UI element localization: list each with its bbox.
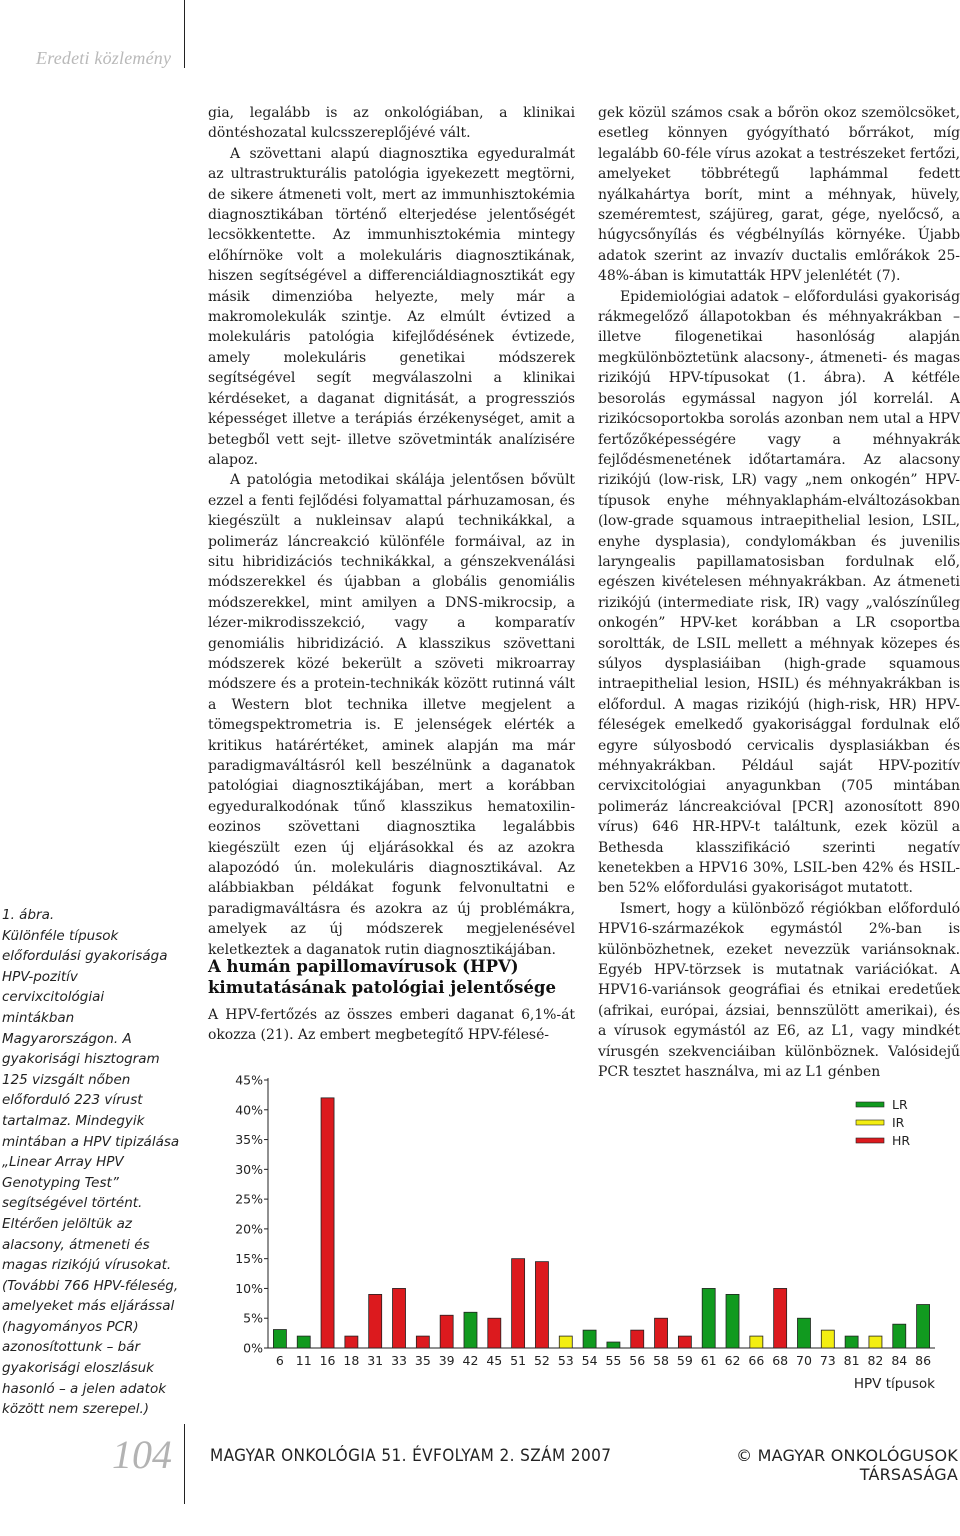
x-tick-label: 39	[438, 1353, 455, 1368]
bar-hpv-59	[678, 1336, 691, 1348]
legend-swatch-ir	[856, 1120, 884, 1125]
copyright-notice: © MAGYAR ONKOLÓGUSOK TÁRSASÁGA	[736, 1446, 958, 1484]
hpv-type-frequency-chart	[200, 1070, 960, 1400]
x-tick-label: 86	[915, 1353, 932, 1368]
x-tick-label: 56	[629, 1353, 646, 1368]
legend-swatch-lr	[856, 1102, 884, 1107]
y-tick-label: 5%	[243, 1310, 263, 1326]
bar-hpv-51	[512, 1259, 525, 1348]
bar-hpv-35	[416, 1336, 429, 1348]
bar-hpv-70	[797, 1318, 810, 1348]
figure-caption	[2, 905, 180, 1420]
x-tick-label: 82	[867, 1353, 884, 1368]
right-column	[598, 103, 960, 1083]
y-tick-label: 30%	[235, 1161, 263, 1177]
legend-label-ir: IR	[892, 1115, 905, 1130]
mid-paragraph-1: gia, legalább is az onkológiában, a klinikai döntéshozatal kulcsszereplőjévé vált.	[208, 105, 575, 142]
vertical-divider-top	[184, 0, 185, 68]
y-tick-label: 0%	[243, 1340, 263, 1356]
bar-hpv-55	[607, 1342, 620, 1348]
bar-hpv-42	[464, 1312, 477, 1348]
mid-paragraph-2: A szövettani alapú diagnosztika egyeduralmát az ultrastrukturális patológia igyekezett megtörni, de sikere átmeneti volt, mert az immunhisztokémia diagnosztikában történő elterjedése jelentőségét lecsökkentette. Az immunhisztokémia mintegy előhírnöke volt a molekuláris diagnosztikának, hiszen segítségével a differenciáldiagnosztikát egy másik dimenzióba helyezte, mely már a makromolekulák szintje. Az elmúlt évtized a molekuláris patológia kifejlődésének évtizede, amely molekuláris genetikai módszerek segítségével segít megválaszolni a klinikai kérdéseket, a daganat dignitását, a progressziós képességet illetve a terápiás érzékenységet, amit a betegből vett sejt- illetve szövetminták analízisére alapoz.	[208, 145, 575, 468]
bar-hpv-6	[273, 1330, 286, 1348]
x-tick-label: 42	[462, 1353, 479, 1368]
x-tick-label: 31	[367, 1353, 384, 1368]
journal-title: MAGYAR ONKOLÓGIA 51. ÉVFOLYAM 2. SZÁM 2007	[210, 1446, 612, 1466]
y-tick-label: 40%	[235, 1102, 263, 1118]
bar-hpv-61	[702, 1288, 715, 1348]
x-tick-label: 61	[700, 1353, 717, 1368]
bar-hpv-58	[655, 1318, 668, 1348]
bar-hpv-68	[774, 1288, 787, 1348]
right-paragraph-2: Epidemiológiai adatok – előfordulási gyakoriság rákmegelőző állapotokban és méhnyakrákban – illetve filogenetikai hasonlóság alapján megkülönböztetünk alacsony-, átmeneti- és magas rizikójú HPV-típusokat (1. ábra). A kétféle besorolás egymással nagyon jól korrelál. A rizikócsoportokba sorolás azonban nem utal a HPV fertőzőképességére vagy a méhnyakrák fejlődésmenetének időtartamára. Az alacsony rizikójú (low-risk, LR) vagy „nem onkogén” HPV-típusok enyhe méhnyaklaphám-elváltozásokban (low-grade squamous intraepithelial lesion, LSIL, enyhe dysplasia), condylomákban és juvenilis laryngealis papillamatosisban fordulnak elő, egészen kivételesen méhnyakrákban. Az átmeneti rizikójú (intermediate risk, IR) vagy „valószínűleg onkogén” HPV-ket korábban a LR csoportba soroltták, de LSIL mellett a méhnyak közepes és súlyos dysplasiáiban (high-grade squamous intraepithelial lesion, HSIL) és méhnyakrákban is előfordul. A magas rizikójú (high-risk, HR) HPV-féleségek emelkedő gyakorisággal fordulnak elő egyre súlyosbodó cervicalis dysplasiákban és méhnyakrákban. Például saját HPV-pozitív cervixcitológiai anyagunkban (705 mintában polimeráz láncreakcióval [PCR] azonosított 890 vírus) 646 HR-HPV-t találtunk, ezek közül a Bethesda klasszifikáció szerinti negatív kenetekben a HPV16 30%, LSIL-ben 42% és HSIL-ben 52% előfordulási gyakoriságot mutatott.	[598, 288, 960, 897]
middle-column	[208, 103, 575, 960]
x-axis-title: HPV típusok	[853, 1376, 935, 1392]
x-tick-label: 66	[748, 1353, 765, 1368]
bar-hpv-16	[321, 1098, 334, 1348]
y-tick-label: 20%	[235, 1221, 263, 1237]
mid-paragraph-3: A patológia metodikai skálája jelentősen bővült ezzel a fenti fejlődési folyamattal párhuzamosan, és kiegészült a nukleinsav alapú technikákkal, a polimeráz láncreakció különféle formáival, az in situ hibridizációs technikákkal, a génszekvenálási módszerekkel és újabban a globális genomiális módszerekkel, mint amilyen a DNS-mikrocsip, a lézer-mikrodisszekció, vagy a komparatív genomiális hibridizáció. A klasszikus szövettani módszerek közé bekerült a szöveti mikroarray módszere és a protein-technikák között rutinná vált a Western blot technika illetve megjelent a tömegspektrometria is. E jelenségek elérték a kritikus határértéket, aminek alapján ma már paradigmaváltásról kell beszélnünk a daganatok patológiai diagnosztikájában, mert a korábban egyeduralkodónak tűnő klasszikus hematoxilin-eozinos szövettani diagnosztika legalábbis kiegészült ezen új eljárásokkal és az azokra alapozódó ún. molekuláris diagnosztikával. Az alábbiakban példákat fogunk felvonultatni e paradigmaváltásra és azokra az új problémákra, amelyek az új módszerek megjelenésével keletkeztek a daganatok rutin diagnosztikájában.	[208, 472, 575, 958]
bar-hpv-33	[393, 1288, 406, 1348]
x-tick-label: 84	[891, 1353, 908, 1368]
y-tick-label: 25%	[235, 1191, 263, 1207]
y-tick-label: 15%	[235, 1251, 263, 1267]
x-tick-label: 45	[486, 1353, 503, 1368]
bar-hpv-66	[750, 1336, 763, 1348]
mid-paragraph-4: A HPV-fertőzés az összes emberi daganat 6,1%-át okozza (21). Az embert megbetegítő HPV-félesé-	[208, 1007, 575, 1044]
section-label: Eredeti közlemény	[36, 48, 172, 68]
bar-hpv-39	[440, 1315, 453, 1348]
legend-label-lr: LR	[892, 1097, 908, 1112]
vertical-divider-footer	[184, 1424, 185, 1504]
bar-hpv-84	[893, 1324, 906, 1348]
x-tick-label: 11	[295, 1353, 312, 1368]
x-tick-label: 33	[391, 1353, 407, 1368]
y-tick-label: 35%	[235, 1132, 263, 1148]
figure-label: 1. ábra.	[2, 907, 55, 923]
bar-hpv-52	[535, 1262, 548, 1348]
x-tick-label: 70	[796, 1353, 812, 1368]
figure-caption-text: Különféle típusok előfordulási gyakorisága HPV-pozitív cervixcitológiai mintákban Magyarországon. A gyakorisági hisztogram 125 vizsgált nőben előforduló 223 vírust tartalmaz. Mindegyik mintában a HPV tipizálása „Linear Array HPV Genotyping Test” segítségével történt. Eltérően jelöltük az alacsony, átmeneti és magas rizikójú vírusokat. (További 766 HPV-féleség, amelyeket más eljárással (hagyományos PCR) azonosítottunk – bár gyakorisági eloszlásuk hasonló – a jelen adatok között nem szerepel.)	[2, 927, 180, 1418]
bar-hpv-18	[345, 1336, 358, 1348]
legend-swatch-hr	[856, 1138, 884, 1143]
x-tick-label: 54	[581, 1353, 598, 1368]
x-tick-label: 35	[414, 1353, 431, 1368]
x-tick-label: 16	[319, 1353, 336, 1368]
bar-hpv-45	[488, 1318, 501, 1348]
bar-hpv-56	[631, 1330, 644, 1348]
x-tick-label: 6	[275, 1353, 284, 1368]
x-tick-label: 55	[605, 1353, 622, 1368]
x-tick-label: 81	[843, 1353, 860, 1368]
x-tick-label: 73	[819, 1353, 836, 1368]
y-tick-label: 45%	[235, 1072, 263, 1088]
x-tick-label: 52	[533, 1353, 550, 1368]
bar-hpv-82	[869, 1336, 882, 1348]
legend-label-hr: HR	[892, 1133, 911, 1148]
bar-hpv-53	[559, 1336, 572, 1348]
bar-hpv-86	[917, 1305, 930, 1348]
middle-column-continued	[208, 1005, 575, 1046]
bar-hpv-81	[845, 1336, 858, 1348]
x-tick-label: 59	[676, 1353, 693, 1368]
bar-hpv-62	[726, 1294, 739, 1348]
x-tick-label: 58	[653, 1353, 670, 1368]
y-tick-label: 10%	[235, 1280, 263, 1296]
right-paragraph-1: gek közül számos csak a bőrön okoz szemölcsöket, esetleg könnyen gyógyítható bőrrákot, míg legalább 60-féle vírus azokat a testrészeket fertőzi, amelyeket többrétegű laphámmal fedett nyálkahártya borít, mint a méhnyak, hüvely, szeméremtest, szájüreg, garat, gége, nyelőcső, a húgycsőnyílás és végbélnyílás környéke. Újabb adatok szerint az invazív ductalis emlőrákok 25-48%-ában is kimutatták HPV jelenlétét (7).	[598, 105, 960, 285]
x-tick-label: 68	[772, 1353, 789, 1368]
x-tick-label: 53	[557, 1353, 574, 1368]
bar-hpv-11	[297, 1336, 310, 1348]
bar-hpv-73	[821, 1330, 834, 1348]
bar-hpv-54	[583, 1330, 596, 1348]
x-tick-label: 18	[343, 1353, 360, 1368]
right-paragraph-3: Ismert, hogy a különböző régiókban előforduló HPV16-származékok egymástól 2%-ban is különbözhetnek, ezeket nevezzük variánsoknak. Egyéb HPV-törzsek is mutatnak variációkat. A HPV16-variánsok geográfiai és etnikai eredetűek (afrikai, európai, ázsiai, bennszülött amerikai), és a vírusok egymástól az E6, az L1, vagy mindkét vírusgén szekvenciáiban különböznek. Valósidejű PCR tesztet használva, mi az L1 génben	[598, 900, 960, 1081]
bar-hpv-31	[369, 1294, 382, 1348]
page-number: 104	[112, 1432, 172, 1477]
section-heading: A humán papillomavírusok (HPV) kimutatásának patológiai jelentősége	[208, 957, 556, 997]
x-tick-label: 51	[510, 1353, 527, 1368]
x-tick-label: 62	[724, 1353, 741, 1368]
